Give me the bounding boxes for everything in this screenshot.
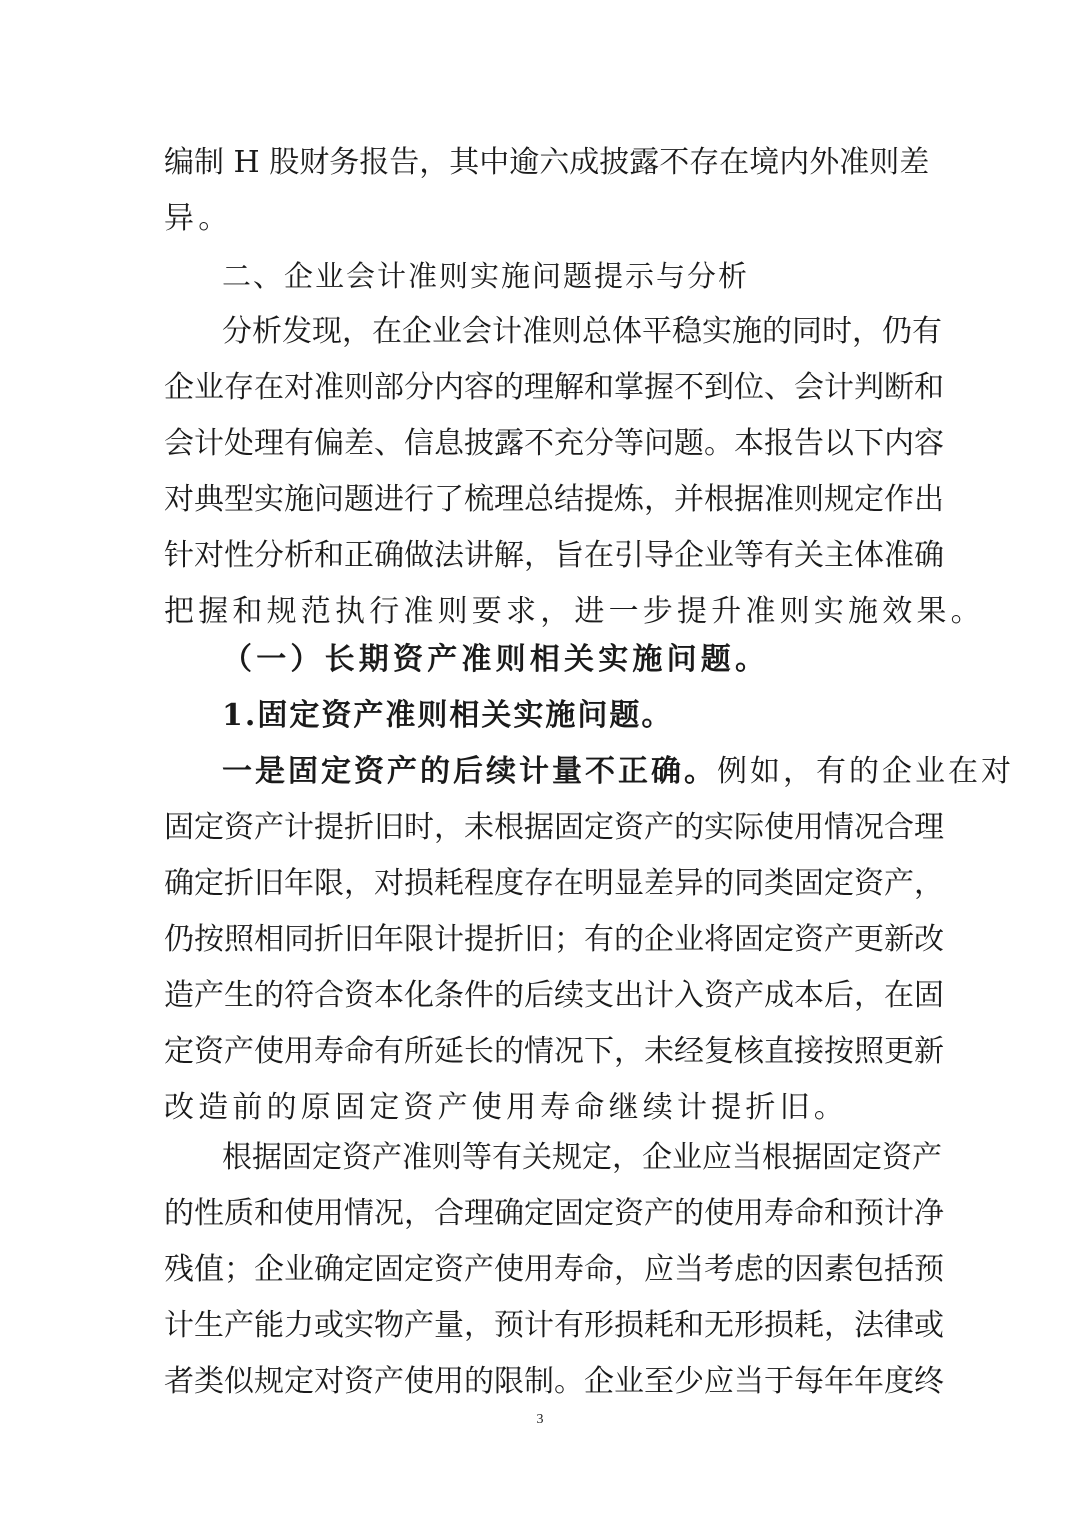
issue-line-4: 仍按照相同折旧年限计提折旧；有的企业将固定资产更新改 [164,922,944,957]
issue-line-1 [222,752,1014,792]
body-line-2: 异。 [164,201,233,236]
section-heading-2: 二、企业会计准则实施问题提示与分析 [222,259,750,293]
paragraph-2-line-3: 残值；企业确定固定资产使用寿命，应当考虑的因素包括预 [164,1252,944,1287]
paragraph-1-line-3: 会计处理有偏差、信息披露不充分等问题。本报告以下内容 [164,426,944,461]
paragraph-2-line-1: 根据固定资产准则等有关规定，企业应当根据固定资产 [222,1140,942,1175]
paragraph-1-line-1: 分析发现，在企业会计准则总体平稳实施的同时，仍有 [222,314,942,349]
paragraph-1-line-6: 把握和规范执行准则要求，进一步提升准则实施效果。 [164,594,985,629]
body-line-1: 编制 H 股财务报告，其中逾六成披露不存在境内外准则差 [164,145,930,180]
subsection-heading-1: （一）长期资产准则相关实施问题。 [222,642,770,677]
issue-line-3: 确定折旧年限，对损耗程度存在明显差异的同类固定资产， [164,866,944,901]
issue-lead-bold: 一是固定资产的后续计量不正确。 [222,754,717,789]
paragraph-1-line-2: 企业存在对准则部分内容的理解和掌握不到位、会计判断和 [164,370,944,405]
paragraph-1-line-5: 针对性分析和正确做法讲解，旨在引导企业等有关主体准确 [164,538,944,573]
paragraph-2-line-2: 的性质和使用情况，合理确定固定资产的使用寿命和预计净 [164,1196,944,1231]
paragraph-2-line-5: 者类似规定对资产使用的限制。企业至少应当于每年年度终 [164,1364,944,1399]
issue-line-2: 固定资产计提折旧时，未根据固定资产的实际使用情况合理 [164,810,944,845]
subsection-heading-1-1: 1.固定资产准则相关实施问题。 [222,698,674,733]
page-number: 3 [536,1412,544,1427]
issue-line-7: 改造前的原固定资产使用寿命继续计提折旧。 [164,1090,848,1125]
paragraph-1-line-4: 对典型实施问题进行了梳理总结提炼，并根据准则规定作出 [164,482,944,517]
issue-line-6: 定资产使用寿命有所延长的情况下，未经复核直接按照更新 [164,1034,944,1069]
paragraph-2-line-4: 计生产能力或实物产量，预计有形损耗和无形损耗，法律或 [164,1308,944,1343]
issue-line-5: 造产生的符合资本化条件的后续支出计入资产成本后，在固 [164,978,944,1013]
issue-lead-rest: 例如，有的企业在对 [717,754,1014,789]
